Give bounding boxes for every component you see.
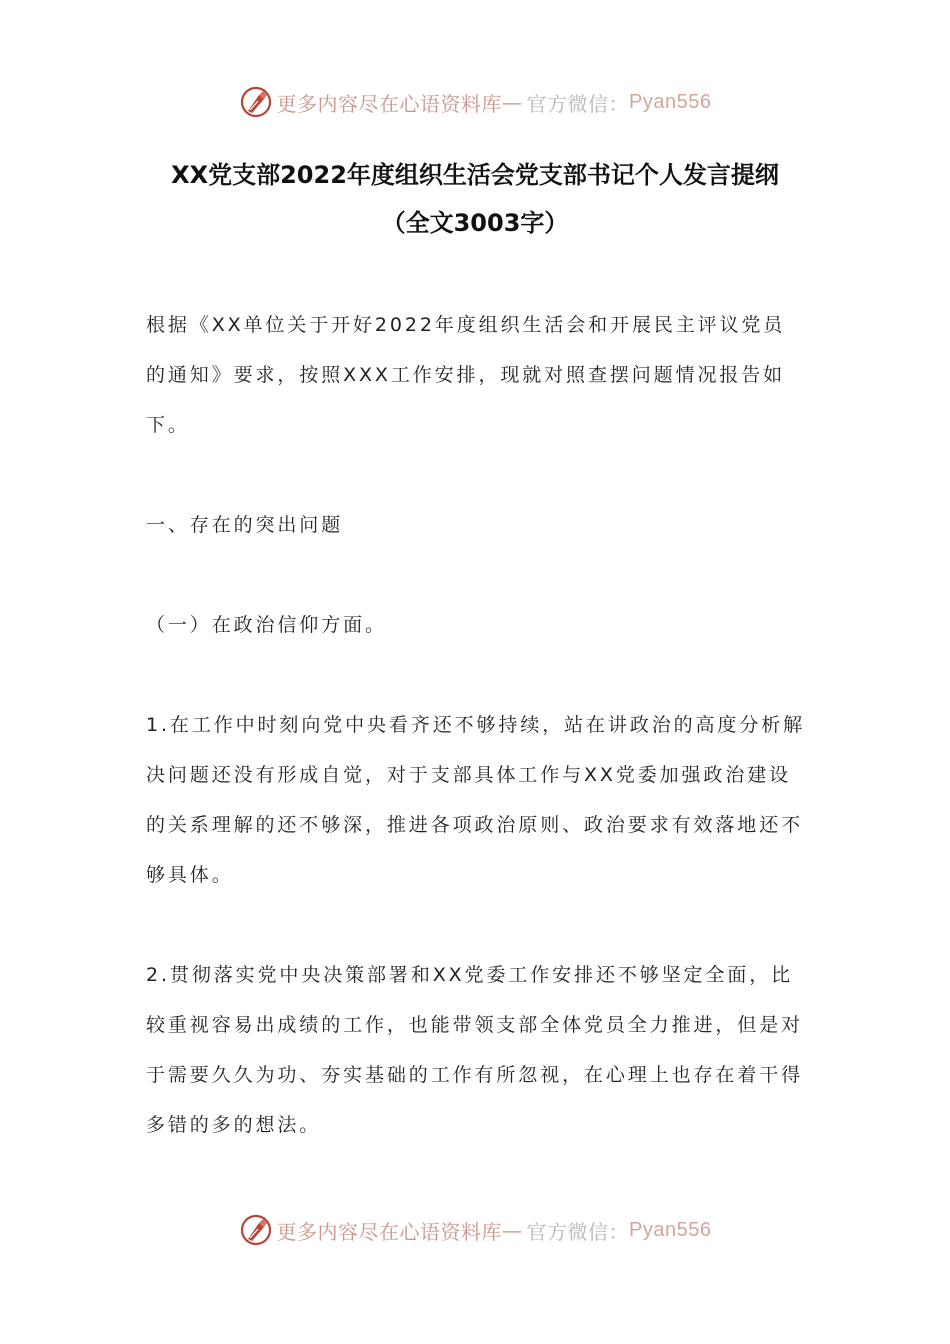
watermark-dash: — <box>502 1218 523 1242</box>
header-watermark <box>0 82 950 122</box>
watermark-text: 更多内容尽在心语资料库 <box>276 1219 503 1244</box>
document-title: XX党支部2022年度组织生活会党支部书记个人发言提纲 <box>171 161 779 189</box>
document-subtitle: （全文3003字） <box>381 209 569 237</box>
pen-nib-logo-icon <box>239 1213 273 1247</box>
footer-watermark <box>0 1210 950 1250</box>
item-paragraph-2: 2.贯彻落实党中央决策部署和XX党委工作安排还不够坚定全面，比较重视容易出成绩的工作，也能带领支部全体党员全力推进，但是对于需要久久为功、夯实基础的工作有所忽视，在心理上也存在着干得多错的多的想法。 <box>146 964 804 1136</box>
watermark-text: 更多内容尽在心语资料库 <box>276 91 503 116</box>
pen-nib-logo-icon <box>239 85 273 119</box>
section-heading: 一、存在的突出问题 <box>146 514 344 536</box>
watermark-wechat-id: Pyan556 <box>629 90 712 113</box>
watermark-wechat-label: 官方微信： <box>526 91 630 116</box>
watermark-wechat-id: Pyan556 <box>629 1218 712 1241</box>
subsection-heading: （一）在政治信仰方面。 <box>146 614 387 636</box>
watermark-wechat-label: 官方微信： <box>526 1219 630 1244</box>
intro-paragraph: 根据《XX单位关于开好2022年度组织生活会和开展民主评议党员的通知》要求，按照XXX工作安排，现就对照查摆问题情况报告如下。 <box>146 314 786 436</box>
document-body <box>146 300 806 1150</box>
watermark-dash: — <box>502 90 523 114</box>
item-paragraph-1: 1.在工作中时刻向党中央看齐还不够持续，站在讲政治的高度分析解决问题还没有形成自觉，对于支部具体工作与XX党委加强政治建设的关系理解的还不够深，推进各项政治原则、政治要求有效落地还不够具体。 <box>146 714 806 886</box>
